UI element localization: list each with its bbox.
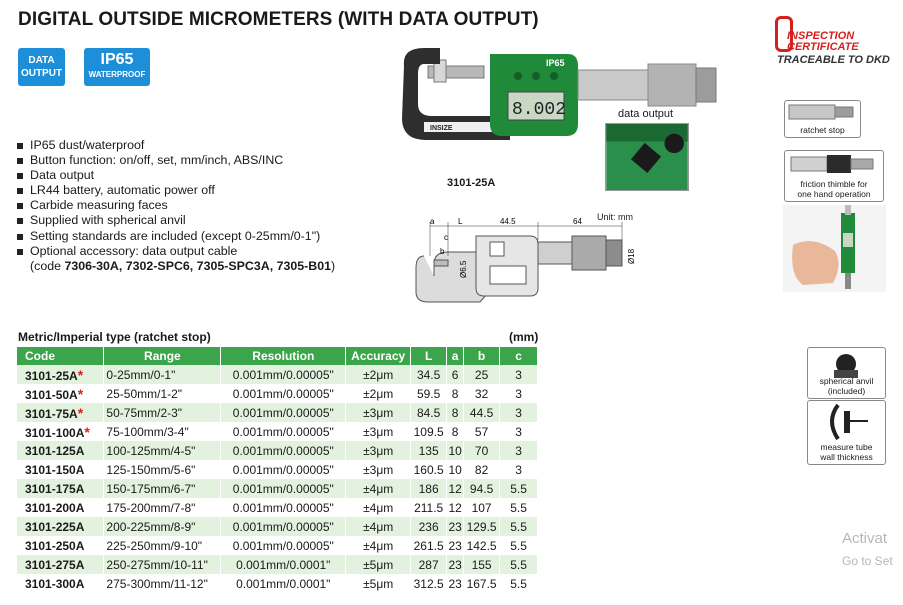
product-model-label: 3101-25A bbox=[447, 177, 496, 189]
cell-resolution: 0.001mm/0.00005" bbox=[221, 403, 346, 422]
cert-line3: TRACEABLE TO DKD bbox=[777, 54, 890, 66]
table-row bbox=[17, 365, 538, 384]
cell-a: 10 bbox=[447, 441, 464, 460]
code-text: 3101-125A bbox=[25, 443, 85, 458]
cell-accuracy: ±4μm bbox=[346, 536, 411, 555]
feature-item: Carbide measuring faces bbox=[17, 198, 335, 213]
data-output-badge-line1: DATA bbox=[28, 55, 55, 66]
cell-range: 100-125mm/4-5" bbox=[104, 441, 221, 460]
cell-range: 75-100mm/3-4" bbox=[104, 422, 221, 441]
cell-code bbox=[17, 422, 104, 441]
cell-l: 287 bbox=[411, 555, 447, 574]
cell-code bbox=[17, 460, 104, 479]
cell-l: 211.5 bbox=[411, 498, 447, 517]
friction-thimble-line1: friction thimble for bbox=[800, 179, 868, 189]
data-output-badge-line2: OUTPUT bbox=[20, 68, 63, 79]
cell-accuracy: ±2μm bbox=[346, 384, 411, 403]
cell-accuracy: ±3μm bbox=[346, 460, 411, 479]
col-header-accuracy: Accuracy bbox=[346, 347, 411, 365]
cell-b: 82 bbox=[464, 460, 500, 479]
friction-thimble-panel bbox=[784, 150, 884, 202]
star-marker: * bbox=[77, 385, 84, 402]
feature-list bbox=[17, 138, 335, 274]
spec-table bbox=[17, 347, 538, 593]
cell-c: 5.5 bbox=[500, 498, 538, 517]
cell-b: 129.5 bbox=[464, 517, 500, 536]
cell-a: 8 bbox=[447, 384, 464, 403]
code-text: 3101-300A bbox=[25, 576, 85, 591]
tube-wall-line2: wall thickness bbox=[820, 452, 873, 462]
cell-range: 250-275mm/10-11" bbox=[104, 555, 221, 574]
cell-l: 261.5 bbox=[411, 536, 447, 555]
cell-l: 186 bbox=[411, 479, 447, 498]
cell-l: 236 bbox=[411, 517, 447, 536]
cell-resolution: 0.001mm/0.00005" bbox=[221, 460, 346, 479]
cell-accuracy: ±4μm bbox=[346, 498, 411, 517]
table-row bbox=[17, 441, 538, 460]
col-header-range: Range bbox=[104, 347, 221, 365]
star-marker: * bbox=[77, 404, 84, 421]
dim-44-5: 44.5 bbox=[500, 217, 516, 226]
cell-resolution: 0.001mm/0.00005" bbox=[221, 422, 346, 441]
ip65-badge-line1: IP65 bbox=[100, 51, 134, 68]
code-text: 3101-25A bbox=[25, 368, 78, 383]
code-text: 3101-50A bbox=[25, 387, 78, 402]
cell-accuracy: ±3μm bbox=[346, 403, 411, 422]
friction-thimble-icon bbox=[785, 151, 883, 177]
cell-resolution: 0.001mm/0.0001" bbox=[221, 555, 346, 574]
cell-b: 57 bbox=[464, 422, 500, 441]
code-text: 3101-150A bbox=[25, 462, 85, 477]
cell-b: 44.5 bbox=[464, 403, 500, 422]
table-row bbox=[17, 517, 538, 536]
tube-wall-line1: measure tube bbox=[820, 442, 873, 452]
cont-prefix: (code bbox=[30, 258, 65, 273]
page-title: DIGITAL OUTSIDE MICROMETERS (WITH DATA OUTPUT) bbox=[18, 9, 539, 30]
dim-64: 64 bbox=[573, 217, 582, 226]
cell-c: 3 bbox=[500, 441, 538, 460]
dim-a: a bbox=[430, 217, 435, 226]
cell-code bbox=[17, 479, 104, 498]
feature-item: Setting standards are included (except 0-25mm/0-1") bbox=[17, 229, 335, 244]
cell-resolution: 0.001mm/0.00005" bbox=[221, 479, 346, 498]
col-header-resolution: Resolution bbox=[221, 347, 346, 365]
feature-item: Button function: on/off, set, mm/inch, ABS/INC bbox=[17, 153, 335, 168]
cell-c: 3 bbox=[500, 403, 538, 422]
spherical-anvil-panel bbox=[807, 347, 886, 399]
cell-b: 142.5 bbox=[464, 536, 500, 555]
cell-l: 34.5 bbox=[411, 365, 447, 384]
cell-range: 150-175mm/6-7" bbox=[104, 479, 221, 498]
cell-b: 107 bbox=[464, 498, 500, 517]
cell-l: 109.5 bbox=[411, 422, 447, 441]
cell-accuracy: ±4μm bbox=[346, 479, 411, 498]
data-output-label: data output bbox=[618, 108, 674, 120]
cell-l: 135 bbox=[411, 441, 447, 460]
table-row bbox=[17, 384, 538, 403]
dim-18: Ø18 bbox=[627, 248, 636, 264]
code-text: 3101-225A bbox=[25, 519, 85, 534]
star-marker: * bbox=[84, 423, 90, 440]
friction-thimble-caption bbox=[785, 179, 883, 199]
cell-code bbox=[17, 517, 104, 536]
cell-b: 155 bbox=[464, 555, 500, 574]
tube-wall-icon bbox=[808, 401, 885, 443]
dim-6-5: Ø6.5 bbox=[459, 260, 468, 278]
cell-code bbox=[17, 403, 104, 422]
cell-resolution: 0.001mm/0.00005" bbox=[221, 536, 346, 555]
ratchet-stop-panel bbox=[784, 100, 861, 138]
table-header-row bbox=[17, 347, 538, 365]
cell-c: 5.5 bbox=[500, 479, 538, 498]
cell-a: 23 bbox=[447, 574, 464, 593]
cell-l: 59.5 bbox=[411, 384, 447, 403]
cell-a: 8 bbox=[447, 403, 464, 422]
code-text: 3101-200A bbox=[25, 500, 85, 515]
cert-line2: CERTIFICATE bbox=[787, 41, 859, 53]
inspection-certificate-logo bbox=[773, 14, 898, 68]
cell-accuracy: ±4μm bbox=[346, 517, 411, 536]
cell-resolution: 0.001mm/0.00005" bbox=[221, 498, 346, 517]
cell-a: 23 bbox=[447, 517, 464, 536]
goto-settings-watermark: Go to Set bbox=[842, 554, 893, 568]
cert-line1: INSPECTION bbox=[787, 30, 855, 42]
cell-l: 312.5 bbox=[411, 574, 447, 593]
brand-label: INSIZE bbox=[430, 125, 453, 132]
cell-a: 23 bbox=[447, 555, 464, 574]
col-header-b: b bbox=[464, 347, 500, 365]
cell-code bbox=[17, 555, 104, 574]
feature-item: Optional accessory: data output cable bbox=[17, 244, 335, 259]
cell-l: 84.5 bbox=[411, 403, 447, 422]
cell-c: 3 bbox=[500, 384, 538, 403]
cell-c: 3 bbox=[500, 460, 538, 479]
code-text: 3101-250A bbox=[25, 538, 85, 553]
col-header-a: a bbox=[447, 347, 464, 365]
table-title: Metric/Imperial type (ratchet stop) bbox=[18, 330, 211, 344]
table-row bbox=[17, 536, 538, 555]
cell-c: 5.5 bbox=[500, 574, 538, 593]
cell-b: 94.5 bbox=[464, 479, 500, 498]
activate-watermark: Activat bbox=[842, 530, 888, 547]
cell-b: 70 bbox=[464, 441, 500, 460]
spherical-anvil-caption bbox=[808, 376, 885, 396]
table-row bbox=[17, 574, 538, 593]
cont-suffix: ) bbox=[331, 258, 336, 273]
cell-code bbox=[17, 536, 104, 555]
code-text: 3101-175A bbox=[25, 481, 85, 496]
cell-range: 175-200mm/7-8" bbox=[104, 498, 221, 517]
dimension-drawing bbox=[410, 216, 645, 306]
cell-resolution: 0.001mm/0.00005" bbox=[221, 384, 346, 403]
cell-a: 12 bbox=[447, 498, 464, 517]
col-header-L: L bbox=[411, 347, 447, 365]
table-row bbox=[17, 460, 538, 479]
cell-range: 50-75mm/2-3" bbox=[104, 403, 221, 422]
table-row bbox=[17, 498, 538, 517]
cell-range: 225-250mm/9-10" bbox=[104, 536, 221, 555]
data-output-port-image bbox=[605, 123, 689, 191]
col-header-code: Code bbox=[17, 347, 104, 365]
table-row bbox=[17, 555, 538, 574]
cell-resolution: 0.001mm/0.0001" bbox=[221, 574, 346, 593]
cont-codes: 7306-30A, 7302-SPC6, 7305-SPC3A, 7305-B01 bbox=[64, 258, 331, 273]
tube-wall-panel bbox=[807, 400, 886, 465]
code-text: 3101-100A bbox=[25, 425, 85, 440]
code-text: 3101-75A bbox=[25, 406, 78, 421]
spherical-anvil-line2: (included) bbox=[827, 386, 866, 396]
display-reading: 8.002 bbox=[512, 100, 567, 120]
cell-accuracy: ±2μm bbox=[346, 365, 411, 384]
table-row bbox=[17, 422, 538, 441]
dim-L: L bbox=[458, 217, 463, 226]
cell-accuracy: ±5μm bbox=[346, 555, 411, 574]
cell-code bbox=[17, 574, 104, 593]
cell-resolution: 0.001mm/0.00005" bbox=[221, 441, 346, 460]
cell-range: 125-150mm/5-6" bbox=[104, 460, 221, 479]
cell-resolution: 0.001mm/0.00005" bbox=[221, 517, 346, 536]
ip65-badge bbox=[84, 48, 150, 86]
cell-range: 25-50mm/1-2" bbox=[104, 384, 221, 403]
cell-a: 23 bbox=[447, 536, 464, 555]
hand-operation-image bbox=[783, 205, 886, 292]
unit-label: Unit: mm bbox=[597, 212, 633, 222]
cell-a: 10 bbox=[447, 460, 464, 479]
cell-code bbox=[17, 441, 104, 460]
cell-a: 12 bbox=[447, 479, 464, 498]
tube-wall-caption bbox=[808, 442, 885, 462]
ratchet-stop-icon bbox=[785, 101, 860, 123]
cell-c: 5.5 bbox=[500, 536, 538, 555]
feature-item: Data output bbox=[17, 168, 335, 183]
cell-range: 200-225mm/8-9" bbox=[104, 517, 221, 536]
spherical-anvil-line1: spherical anvil bbox=[819, 376, 874, 386]
feature-item-cont bbox=[17, 259, 335, 274]
cell-c: 3 bbox=[500, 422, 538, 441]
feature-item: LR44 battery, automatic power off bbox=[17, 183, 335, 198]
cell-a: 8 bbox=[447, 422, 464, 441]
cell-code bbox=[17, 365, 104, 384]
dim-b: b bbox=[440, 247, 445, 256]
cell-code bbox=[17, 498, 104, 517]
star-marker: * bbox=[77, 366, 84, 383]
cell-accuracy: ±3μm bbox=[346, 441, 411, 460]
cell-b: 32 bbox=[464, 384, 500, 403]
feature-item: IP65 dust/waterproof bbox=[17, 138, 335, 153]
cell-accuracy: ±3μm bbox=[346, 422, 411, 441]
cell-range: 0-25mm/0-1" bbox=[104, 365, 221, 384]
table-unit: (mm) bbox=[509, 330, 539, 344]
cell-c: 5.5 bbox=[500, 555, 538, 574]
cell-b: 167.5 bbox=[464, 574, 500, 593]
display-ip65: IP65 bbox=[546, 58, 565, 68]
cell-resolution: 0.001mm/0.00005" bbox=[221, 365, 346, 384]
table-row bbox=[17, 479, 538, 498]
cell-b: 25 bbox=[464, 365, 500, 384]
cell-accuracy: ±5μm bbox=[346, 574, 411, 593]
friction-thimble-line2: one hand operation bbox=[797, 189, 871, 199]
cell-a: 6 bbox=[447, 365, 464, 384]
code-text: 3101-275A bbox=[25, 557, 85, 572]
table-row bbox=[17, 403, 538, 422]
ratchet-stop-caption: ratchet stop bbox=[800, 125, 845, 135]
data-output-badge bbox=[18, 48, 65, 86]
dim-c: c bbox=[444, 233, 448, 242]
cell-range: 275-300mm/11-12" bbox=[104, 574, 221, 593]
col-header-c: c bbox=[500, 347, 538, 365]
ip65-badge-line2: WATERPROOF bbox=[88, 70, 146, 79]
cell-l: 160.5 bbox=[411, 460, 447, 479]
cell-code bbox=[17, 384, 104, 403]
cell-c: 5.5 bbox=[500, 517, 538, 536]
cell-c: 3 bbox=[500, 365, 538, 384]
feature-item: Supplied with spherical anvil bbox=[17, 213, 335, 228]
